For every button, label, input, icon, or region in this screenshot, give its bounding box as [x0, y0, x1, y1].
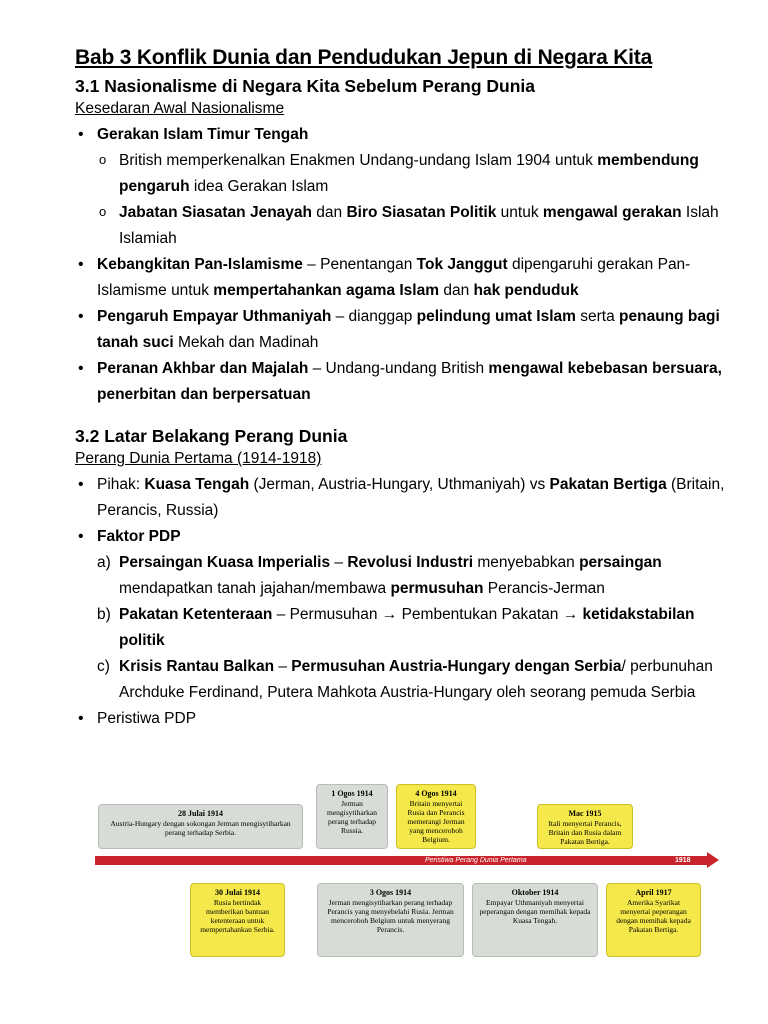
- timeline-end-year: 1918: [675, 857, 691, 864]
- timeline-arrow-icon: [707, 852, 719, 868]
- event-4-ogos-1914: 4 Ogos 1914 Britain menyertai Rusia dan Perancis memerangi Jerman yang menceroboh Belgium.: [396, 784, 476, 849]
- bullet-uthmaniyah: • Pengaruh Empayar Uthmaniyah – dianggap pelindung umat Islam serta penaung bagi tanah suci Mekah dan Madinah: [75, 304, 725, 356]
- bullet-faktor: • Faktor PDP: [75, 524, 725, 550]
- section-3-1-subheading: Kesedaran Awal Nasionalisme: [75, 100, 285, 117]
- section-3-1-heading: 3.1 Nasionalisme di Negara Kita Sebelum Perang Dunia: [75, 76, 536, 96]
- bullet-akhbar: • Peranan Akhbar dan Majalah – Undang-undang British mengawal kebebasan bersuara, penerbitan dan berpersatuan: [75, 356, 725, 408]
- factor-b: b) Pakatan Ketenteraan – Permusuhan → Pembentukan Pakatan → ketidakstabilan politik: [97, 606, 695, 649]
- bullet-pan-islamisme: • Kebangkitan Pan-Islamisme – Penentangan Tok Janggut dipengaruhi gerakan Pan-Islamisme untuk mempertahankan agama Islam dan hak penduduk: [75, 252, 725, 304]
- section-3-2-heading: 3.2 Latar Belakang Perang Dunia: [75, 426, 348, 446]
- timeline-label: Peristiwa Perang Dunia Pertama: [425, 857, 527, 864]
- event-3-ogos-1914: 3 Ogos 1914 Jerman mengisytiharkan perang terhadap Perancis yang menyebelahi Rusia. Jerman menceroboh Belgium untuk menyerang Perancis.: [317, 883, 464, 957]
- document-title: Bab 3 Konflik Dunia dan Pendudukan Jepun di Negara Kita: [75, 46, 653, 69]
- timeline-figure: [95, 778, 725, 964]
- event-oktober-1914: Oktober 1914 Empayar Uthmaniyah menyertai peperangan dengan memihak kepada Kuasa Tengah.: [472, 883, 598, 957]
- timeline-bar: [95, 856, 710, 865]
- document-page: [75, 46, 725, 732]
- sub-bullet-enakmen: o British memperkenalkan Enakmen Undang-undang Islam 1904 untuk membendung pengaruh idea Gerakan Islam: [75, 148, 725, 200]
- factor-c: c) Krisis Rantau Balkan – Permusuhan Austria-Hungary dengan Serbia/ perbunuhan Archduke Ferdinand, Putera Mahkota Austria-Hungary oleh seorang pemuda Serbia: [97, 658, 713, 701]
- event-mac-1915: Mac 1915 Itali menyertai Perancis, Britain dan Rusia dalam Pakatan Bertiga.: [537, 804, 633, 849]
- event-april-1917: April 1917 Amerika Syarikat menyertai peperangan dengan memihak kepada Pakatan Bertiga.: [606, 883, 701, 957]
- event-1-ogos-1914: 1 Ogos 1914 Jerman mengisytiharkan perang terhadap Russia.: [316, 784, 388, 849]
- bullet-pihak: • Pihak: Kuasa Tengah (Jerman, Austria-Hungary, Uthmaniyah) vs Pakatan Bertiga (Britain, Perancis, Russia): [75, 472, 725, 524]
- event-28-julai-1914: 28 Julai 1914 Austria-Hungary dengan sokongan Jerman mengisytiharkan perang terhadap Serbia.: [98, 804, 303, 849]
- bullet-gerakan-islam: • Gerakan Islam Timur Tengah: [75, 122, 725, 148]
- event-30-julai-1914: 30 Julai 1914 Rusia bertindak memberikan bantuan ketenteraan untuk mempertahankan Serbia.: [190, 883, 285, 957]
- factor-a: a) Persaingan Kuasa Imperialis – Revolusi Industri menyebabkan persaingan mendapatkan tanah jajahan/membawa permusuhan Perancis-Jerman: [97, 554, 662, 597]
- bullet-peristiwa: • Peristiwa PDP: [75, 706, 725, 732]
- sub-bullet-jabatan: o Jabatan Siasatan Jenayah dan Biro Siasatan Politik untuk mengawal gerakan Islah Islamiah: [75, 200, 725, 252]
- section-3-2-subheading: Perang Dunia Pertama (1914-1918): [75, 450, 322, 467]
